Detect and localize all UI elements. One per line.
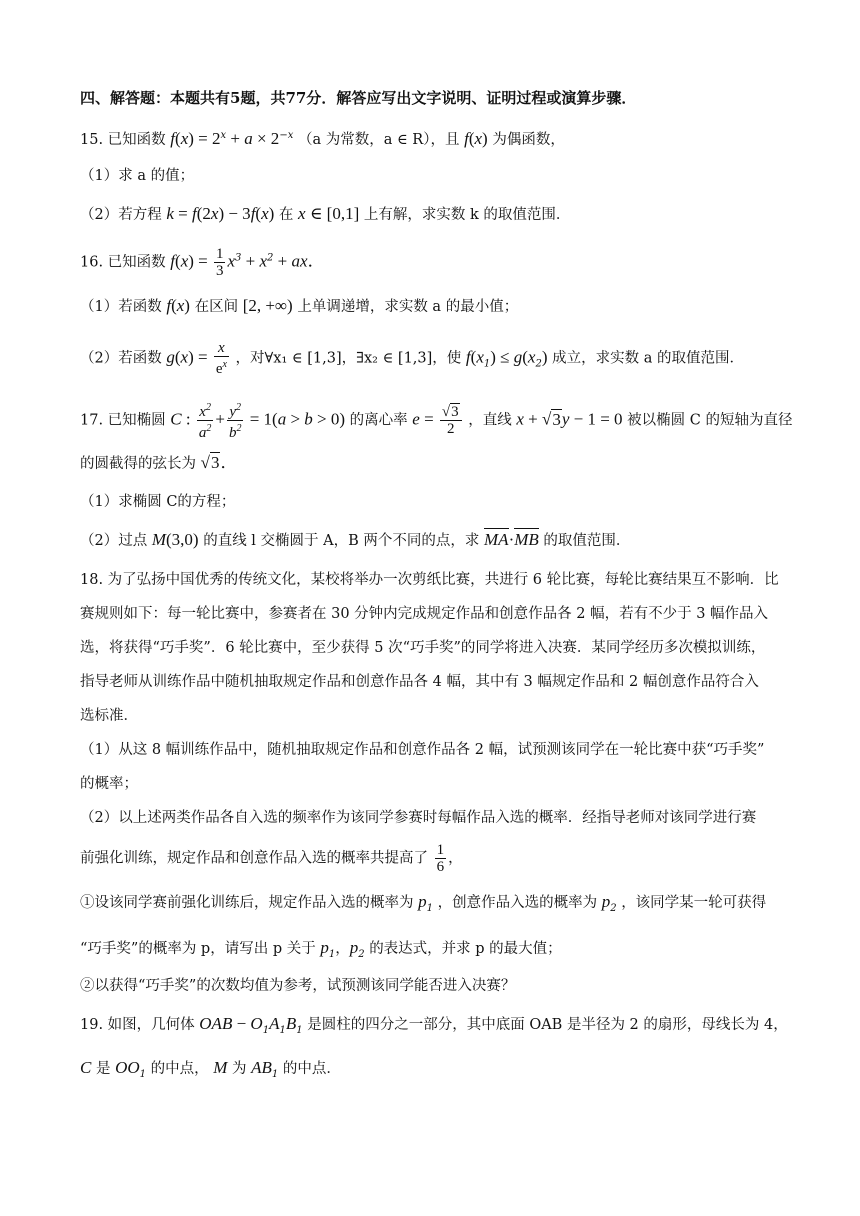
- q15-part1: （1）求 a 的值；: [80, 168, 195, 184]
- q18-line1: 18. 为了弘扬中国优秀的传统文化，某校将举办一次剪纸比赛，共进行 6 轮比赛，每轮比赛结果互不影响．比: [80, 572, 779, 588]
- q16-part2: （2）若函数 g(x) = $\frac{x}{e^x}$ ，对∀x₁ ∈ [1,3]，∃x₂ ∈ [1,3]，使 $f(x_1) \le g(x_2)$ 成立，求实数 a 的取值范围．: [80, 340, 744, 377]
- q18-part2-a: （2）以上述两类作品各自入选的频率作为该同学参赛时每幅作品入选的概率．经指导老师对该同学进行赛: [80, 810, 757, 826]
- q15-stem: 15. 已知函数 $f(x) = 2^x + a \times 2^{-x}$ （a 为常数，a ∈ R），且 f(x) 为偶函数，: [80, 128, 565, 148]
- q18-part1-b: 的概率；: [80, 776, 138, 792]
- q16-stem: 16. 已知函数 f(x) = $\frac{1}{3}$ $x^3 + x^2$ + ax．: [80, 246, 325, 279]
- q18-part2-b: 前强化训练，规定作品和创意作品入选的概率共提高了 $\frac{1}{6}$ ，: [80, 842, 463, 875]
- q17-part2: （2）过点 M(3,0) 的直线 l 交椭圆于 A，B 两个不同的点，求 MA·MB 的取值范围．: [80, 530, 631, 549]
- q18-line2: 赛规则如下：每一轮比赛中，参赛者在 30 分钟内完成规定作品和创意作品各 2 幅，若有不少于 3 幅作品入: [80, 606, 769, 622]
- q18-line4: 指导老师从训练作品中随机抽取规定作品和创意作品各 4 幅，其中有 3 幅规定作品和 2 幅创意作品符合入: [80, 674, 759, 690]
- q18-part1-a: （1）从这 8 幅训练作品中，随机抽取规定作品和创意作品各 2 幅，试预测该同学在一轮比赛中获“巧手奖”: [80, 742, 765, 758]
- q17-stem-cont: 的圆截得的弦长为 √3．: [80, 453, 238, 472]
- q18-case2: ②以获得“巧手奖”的次数均值为参考，试预测该同学能否进入决赛？: [80, 978, 516, 994]
- q16-part1: （1）若函数 f(x) 在区间 [2, +∞) 上单调递增，求实数 a 的最小值；: [80, 296, 519, 315]
- formula-f: f: [170, 128, 176, 148]
- q18-line3: 选，将获得“巧手奖”．6 轮比赛中，至少获得 5 次“巧手奖”的同学将进入决赛．某同学经历多次模拟训练，: [80, 640, 766, 656]
- q19-stem-cont: C 是 $OO_1$ 的中点， M 为 $AB_1$ 的中点．: [80, 1058, 341, 1080]
- section-heading: 四、解答题：本题共有5题，共77分．解答应写出文字说明、证明过程或演算步骤．: [80, 89, 637, 107]
- q17-part1: （1）求椭圆 C的方程；: [80, 494, 236, 510]
- q18-case1-b: “巧手奖”的概率为 p，请写出 p 关于 $p_1$，$p_2$ 的表达式，并求 p 的最大值；: [80, 938, 562, 960]
- q17-stem: 17. 已知椭圆 C : $\frac{x^2}{a^2}$ + $\frac{y^2}{b^2}$ = 1(a > b > 0) 的离心率 e = $\frac{√3}{2}$ ，直线 x + √3y − 1 = 0 被以椭圆 C 的短轴为直径: [80, 402, 793, 441]
- q18-case1-a: ①设该同学赛前强化训练后，规定作品入选的概率为 $p_1$ ，创意作品入选的概率为 $p_2$ ，该同学某一轮可获得: [80, 892, 767, 914]
- q15-part2: （2）若方程 k = f(2x) − 3f(x) 在 x ∈ [0,1] 上有解，求实数 k 的取值范围．: [80, 204, 571, 223]
- q18-line5: 选标准．: [80, 708, 138, 724]
- q19-stem: 19. 如图，几何体 OAB − $O_1A_1B_1$ 是圆柱的四分之一部分，其中底面 OAB 是半径为 2 的扇形，母线长为 4，: [80, 1014, 788, 1036]
